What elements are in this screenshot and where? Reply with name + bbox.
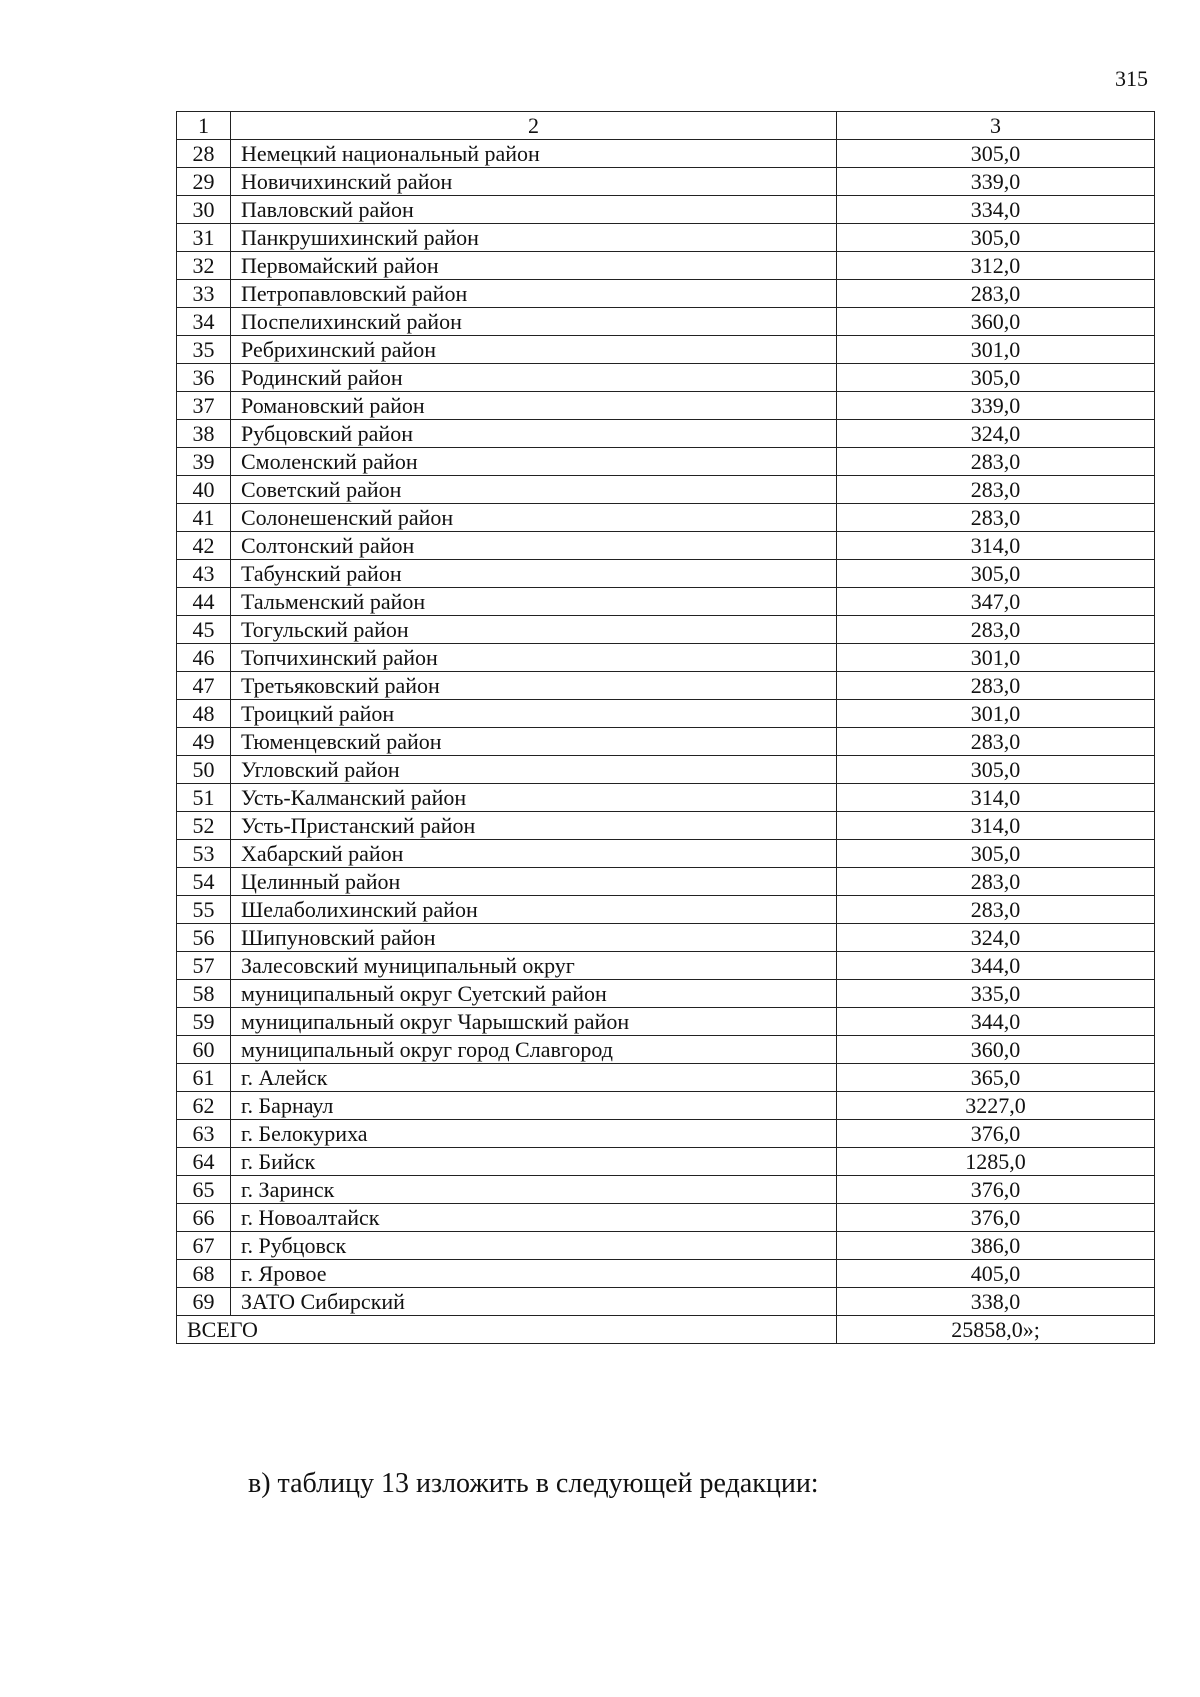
row-number-cell: 60: [177, 1036, 231, 1064]
district-name-cell: Шелаболихинский район: [231, 896, 837, 924]
district-name-cell: г. Заринск: [231, 1176, 837, 1204]
table-row: [177, 560, 1155, 588]
amount-cell: 405,0: [837, 1260, 1155, 1288]
district-name-cell: Шипуновский район: [231, 924, 837, 952]
district-name-cell: Смоленский район: [231, 448, 837, 476]
table-row: [177, 1176, 1155, 1204]
amount-cell: 334,0: [837, 196, 1155, 224]
district-name-cell: Усть-Пристанский район: [231, 812, 837, 840]
amount-cell: 301,0: [837, 336, 1155, 364]
row-number-cell: 31: [177, 224, 231, 252]
row-number-cell: 48: [177, 700, 231, 728]
table-body: [177, 112, 1155, 1344]
row-number-cell: 35: [177, 336, 231, 364]
district-name-cell: г. Алейск: [231, 1064, 837, 1092]
amount-cell: 339,0: [837, 392, 1155, 420]
amount-cell: 305,0: [837, 364, 1155, 392]
district-name-cell: Павловский район: [231, 196, 837, 224]
row-number-cell: 55: [177, 896, 231, 924]
table-row: [177, 532, 1155, 560]
table-row: [177, 196, 1155, 224]
header-cell-num: 1: [177, 112, 231, 140]
amount-cell: 283,0: [837, 448, 1155, 476]
amount-cell: 338,0: [837, 1288, 1155, 1316]
table-row: [177, 1288, 1155, 1316]
table-row: [177, 1064, 1155, 1092]
district-name-cell: Поспелихинский район: [231, 308, 837, 336]
table-row: [177, 1092, 1155, 1120]
amount-cell: 301,0: [837, 700, 1155, 728]
row-number-cell: 28: [177, 140, 231, 168]
table-row: [177, 420, 1155, 448]
amount-cell: 312,0: [837, 252, 1155, 280]
table-row: [177, 364, 1155, 392]
amount-cell: 324,0: [837, 924, 1155, 952]
row-number-cell: 63: [177, 1120, 231, 1148]
district-name-cell: Залесовский муниципальный округ: [231, 952, 837, 980]
table-row: [177, 924, 1155, 952]
header-cell-value: 3: [837, 112, 1155, 140]
district-name-cell: ЗАТО Сибирский: [231, 1288, 837, 1316]
amount-cell: 324,0: [837, 420, 1155, 448]
district-name-cell: Третьяковский район: [231, 672, 837, 700]
district-name-cell: Целинный район: [231, 868, 837, 896]
row-number-cell: 50: [177, 756, 231, 784]
amount-cell: 301,0: [837, 644, 1155, 672]
amount-cell: 347,0: [837, 588, 1155, 616]
table-row: [177, 1260, 1155, 1288]
amount-cell: 360,0: [837, 1036, 1155, 1064]
district-name-cell: г. Белокуриха: [231, 1120, 837, 1148]
closing-instruction: в) таблицу 13 изложить в следующей редакции:: [248, 1468, 819, 1499]
amount-cell: 360,0: [837, 308, 1155, 336]
district-name-cell: Табунский район: [231, 560, 837, 588]
table-row: [177, 1036, 1155, 1064]
table-row: [177, 980, 1155, 1008]
row-number-cell: 43: [177, 560, 231, 588]
row-number-cell: 59: [177, 1008, 231, 1036]
amount-cell: 386,0: [837, 1232, 1155, 1260]
district-name-cell: Усть-Калманский район: [231, 784, 837, 812]
district-name-cell: Ребрихинский район: [231, 336, 837, 364]
amount-cell: 376,0: [837, 1204, 1155, 1232]
amount-cell: 3227,0: [837, 1092, 1155, 1120]
table-row: [177, 616, 1155, 644]
row-number-cell: 56: [177, 924, 231, 952]
district-name-cell: Новичихинский район: [231, 168, 837, 196]
district-name-cell: Солонешенский район: [231, 504, 837, 532]
row-number-cell: 52: [177, 812, 231, 840]
row-number-cell: 47: [177, 672, 231, 700]
table-row: [177, 812, 1155, 840]
row-number-cell: 65: [177, 1176, 231, 1204]
amount-cell: 365,0: [837, 1064, 1155, 1092]
row-number-cell: 34: [177, 308, 231, 336]
row-number-cell: 57: [177, 952, 231, 980]
district-name-cell: Хабарский район: [231, 840, 837, 868]
page-number: 315: [1115, 66, 1148, 91]
row-number-cell: 30: [177, 196, 231, 224]
amount-cell: 283,0: [837, 476, 1155, 504]
table-row: [177, 644, 1155, 672]
amount-cell: 339,0: [837, 168, 1155, 196]
amount-cell: 305,0: [837, 756, 1155, 784]
table-row: [177, 392, 1155, 420]
row-number-cell: 69: [177, 1288, 231, 1316]
row-number-cell: 58: [177, 980, 231, 1008]
row-number-cell: 49: [177, 728, 231, 756]
row-number-cell: 40: [177, 476, 231, 504]
row-number-cell: 64: [177, 1148, 231, 1176]
amount-cell: 305,0: [837, 560, 1155, 588]
table-row: [177, 700, 1155, 728]
row-number-cell: 51: [177, 784, 231, 812]
table-row: [177, 896, 1155, 924]
row-number-cell: 44: [177, 588, 231, 616]
table-row: [177, 252, 1155, 280]
amount-cell: 305,0: [837, 140, 1155, 168]
total-value-cell: 25858,0»;: [837, 1316, 1155, 1344]
amount-cell: 335,0: [837, 980, 1155, 1008]
table-row: [177, 168, 1155, 196]
amount-cell: 344,0: [837, 952, 1155, 980]
amount-cell: 283,0: [837, 868, 1155, 896]
row-number-cell: 36: [177, 364, 231, 392]
row-number-cell: 46: [177, 644, 231, 672]
district-name-cell: г. Барнаул: [231, 1092, 837, 1120]
district-name-cell: г. Рубцовск: [231, 1232, 837, 1260]
district-name-cell: Топчихинский район: [231, 644, 837, 672]
table-row: [177, 756, 1155, 784]
district-name-cell: Первомайский район: [231, 252, 837, 280]
district-name-cell: Немецкий национальный район: [231, 140, 837, 168]
amount-cell: 376,0: [837, 1120, 1155, 1148]
district-name-cell: Петропавловский район: [231, 280, 837, 308]
amount-cell: 314,0: [837, 532, 1155, 560]
amount-cell: 283,0: [837, 672, 1155, 700]
district-name-cell: Рубцовский район: [231, 420, 837, 448]
amount-cell: 376,0: [837, 1176, 1155, 1204]
row-number-cell: 42: [177, 532, 231, 560]
row-number-cell: 66: [177, 1204, 231, 1232]
total-label-cell: ВСЕГО: [177, 1316, 837, 1344]
data-table: [176, 111, 1155, 1344]
table-row: [177, 336, 1155, 364]
district-name-cell: Родинский район: [231, 364, 837, 392]
table-row: [177, 672, 1155, 700]
amount-cell: 344,0: [837, 1008, 1155, 1036]
table-row: [177, 728, 1155, 756]
row-number-cell: 32: [177, 252, 231, 280]
district-name-cell: муниципальный округ Суетский район: [231, 980, 837, 1008]
row-number-cell: 33: [177, 280, 231, 308]
district-name-cell: г. Бийск: [231, 1148, 837, 1176]
district-name-cell: Тюменцевский район: [231, 728, 837, 756]
district-name-cell: муниципальный округ Чарышский район: [231, 1008, 837, 1036]
row-number-cell: 29: [177, 168, 231, 196]
table-total-row: [177, 1316, 1155, 1344]
district-name-cell: Солтонский район: [231, 532, 837, 560]
row-number-cell: 61: [177, 1064, 231, 1092]
amount-cell: 283,0: [837, 280, 1155, 308]
table-row: [177, 952, 1155, 980]
row-number-cell: 45: [177, 616, 231, 644]
table-row: [177, 224, 1155, 252]
table-row: [177, 308, 1155, 336]
amount-cell: 1285,0: [837, 1148, 1155, 1176]
row-number-cell: 68: [177, 1260, 231, 1288]
district-name-cell: Панкрушихинский район: [231, 224, 837, 252]
table-row: [177, 476, 1155, 504]
amount-cell: 314,0: [837, 812, 1155, 840]
table-row: [177, 1120, 1155, 1148]
table-row: [177, 1008, 1155, 1036]
table-header-row: [177, 112, 1155, 140]
table-row: [177, 588, 1155, 616]
row-number-cell: 53: [177, 840, 231, 868]
table-row: [177, 280, 1155, 308]
amount-cell: 305,0: [837, 224, 1155, 252]
table-row: [177, 1148, 1155, 1176]
table-row: [177, 1204, 1155, 1232]
district-name-cell: муниципальный округ город Славгород: [231, 1036, 837, 1064]
table-row: [177, 1232, 1155, 1260]
amount-cell: 283,0: [837, 896, 1155, 924]
district-name-cell: Романовский район: [231, 392, 837, 420]
district-name-cell: г. Яровое: [231, 1260, 837, 1288]
table-row: [177, 448, 1155, 476]
row-number-cell: 62: [177, 1092, 231, 1120]
row-number-cell: 38: [177, 420, 231, 448]
district-name-cell: Тальменский район: [231, 588, 837, 616]
district-name-cell: Троицкий район: [231, 700, 837, 728]
header-cell-name: 2: [231, 112, 837, 140]
row-number-cell: 39: [177, 448, 231, 476]
amount-cell: 283,0: [837, 504, 1155, 532]
district-name-cell: Угловский район: [231, 756, 837, 784]
table-row: [177, 840, 1155, 868]
district-name-cell: Советский район: [231, 476, 837, 504]
table-row: [177, 868, 1155, 896]
table-row: [177, 504, 1155, 532]
district-name-cell: г. Новоалтайск: [231, 1204, 837, 1232]
district-name-cell: Тогульский район: [231, 616, 837, 644]
amount-cell: 314,0: [837, 784, 1155, 812]
amount-cell: 305,0: [837, 840, 1155, 868]
amount-cell: 283,0: [837, 616, 1155, 644]
row-number-cell: 54: [177, 868, 231, 896]
amount-cell: 283,0: [837, 728, 1155, 756]
table-row: [177, 784, 1155, 812]
table-row: [177, 140, 1155, 168]
row-number-cell: 67: [177, 1232, 231, 1260]
row-number-cell: 37: [177, 392, 231, 420]
row-number-cell: 41: [177, 504, 231, 532]
